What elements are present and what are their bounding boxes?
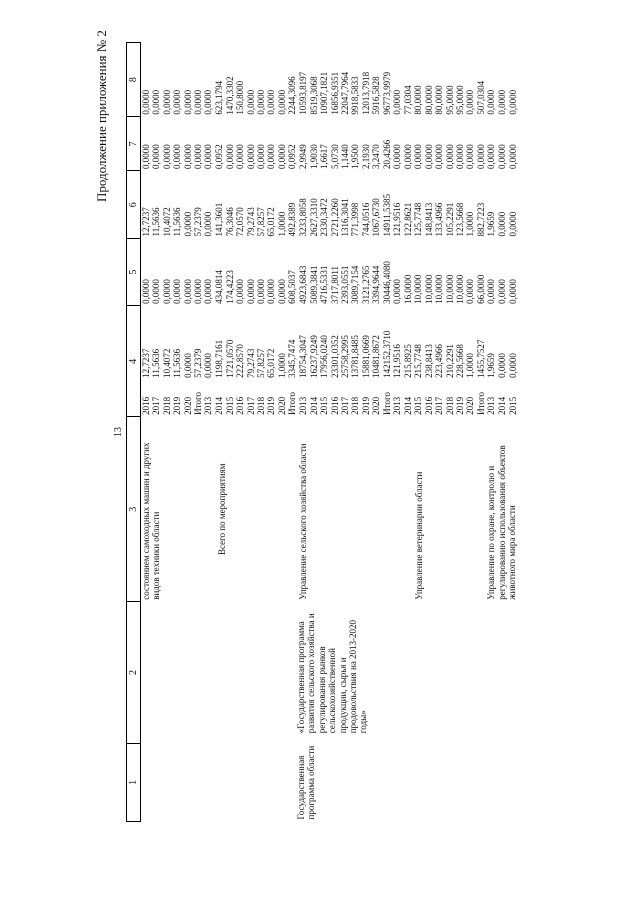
value-cell: 22047,7964 bbox=[339, 71, 350, 115]
value-cell: 0,0000 bbox=[203, 89, 214, 115]
value-cell: 0,0000 bbox=[203, 353, 214, 378]
value-cell: 882,7223 bbox=[475, 202, 486, 237]
value-cell: 0,0000 bbox=[245, 144, 256, 169]
year-cell: 2017 bbox=[151, 396, 162, 415]
value-cell: 141,3601 bbox=[214, 202, 225, 237]
value-cell: 77,0304 bbox=[402, 85, 413, 115]
value-cell: 1198,7161 bbox=[214, 339, 225, 378]
value-cell: 80,0000 bbox=[434, 85, 445, 115]
value-cell: 1,0000 bbox=[276, 353, 287, 378]
value-cell: 80,0000 bbox=[423, 85, 434, 115]
value-cell: 15881,0669 bbox=[360, 335, 371, 378]
value-cell: 76,3046 bbox=[224, 207, 235, 237]
value-cell: 0,0000 bbox=[507, 211, 518, 237]
value-cell: 222,8570 bbox=[235, 344, 246, 378]
value-cell: 150,8000 bbox=[235, 80, 246, 115]
value-cell: 65,0172 bbox=[266, 207, 277, 237]
value-cell: 0,0000 bbox=[444, 144, 455, 169]
value-cell: 3,2470 bbox=[371, 144, 382, 169]
value-cell: 57,8257 bbox=[256, 207, 267, 237]
value-cell: 0,0000 bbox=[465, 89, 476, 115]
value-cell: 10,0000 bbox=[423, 274, 434, 304]
year-cell: 2018 bbox=[256, 396, 267, 415]
column-number: 3 bbox=[127, 417, 141, 602]
value-cell: 11,5636 bbox=[172, 348, 183, 378]
value-cell: 0,0000 bbox=[193, 279, 204, 304]
year-cell: 2020 bbox=[182, 396, 193, 415]
value-cell: 79,2743 bbox=[245, 348, 256, 378]
value-cell: 0,0000 bbox=[497, 144, 508, 169]
value-cell: 0,0000 bbox=[391, 279, 402, 304]
column-number: 7 bbox=[127, 117, 141, 171]
value-cell: 2627,3310 bbox=[308, 198, 319, 237]
value-cell: 3121,2765 bbox=[360, 265, 371, 304]
value-cell: 3717,8011 bbox=[329, 265, 340, 304]
column-number: 8 bbox=[127, 43, 141, 117]
value-cell: 771,3998 bbox=[350, 202, 361, 237]
value-cell: 10,0000 bbox=[434, 274, 445, 304]
value-cell: 0,0000 bbox=[182, 279, 193, 304]
year-cell: 2013 bbox=[203, 396, 214, 415]
year-cell: 2019 bbox=[360, 396, 371, 415]
value-cell: 0,0000 bbox=[224, 144, 235, 169]
value-cell: 0,0000 bbox=[203, 144, 214, 169]
year-cell: 2015 bbox=[224, 396, 235, 415]
executor-label bbox=[203, 417, 297, 602]
year-cell: 2020 bbox=[276, 396, 287, 415]
value-cell: 4716,5331 bbox=[319, 265, 330, 304]
program-title-cell bbox=[141, 602, 519, 743]
column-number: 6 bbox=[127, 171, 141, 238]
value-cell: 0,0000 bbox=[256, 144, 267, 169]
value-cell: 16,0000 bbox=[402, 274, 413, 304]
value-cell: 0,0000 bbox=[266, 279, 277, 304]
value-cell: 1721,0570 bbox=[224, 339, 235, 378]
value-cell: 744,0516 bbox=[360, 202, 371, 237]
value-cell: 0,0000 bbox=[235, 144, 246, 169]
value-cell: 5089,3841 bbox=[308, 265, 319, 304]
value-cell: 0,0000 bbox=[497, 211, 508, 237]
year-cell: Итого bbox=[287, 392, 298, 415]
year-cell: 2018 bbox=[444, 396, 455, 415]
value-cell: 0,0000 bbox=[507, 353, 518, 378]
continuation-note: Продолжение приложения № 2 bbox=[94, 30, 109, 202]
column-number: 5 bbox=[127, 238, 141, 305]
executor-label bbox=[392, 417, 486, 602]
value-cell: 23301,0352 bbox=[329, 335, 340, 378]
value-cell: 57,8257 bbox=[256, 348, 267, 378]
value-cell: 1,6617 bbox=[319, 144, 330, 169]
value-cell: 95,0000 bbox=[454, 85, 465, 115]
rotated-page bbox=[90, 30, 630, 822]
year-cell: 2016 bbox=[141, 396, 151, 415]
value-cell: 434,0814 bbox=[214, 270, 225, 304]
value-cell: 12013,7918 bbox=[360, 71, 371, 115]
value-cell: 0,0000 bbox=[141, 144, 151, 169]
year-cell: 2019 bbox=[172, 396, 183, 415]
value-cell: 1455,7527 bbox=[475, 339, 486, 378]
value-cell: 0,0000 bbox=[266, 89, 277, 115]
value-cell: 1470,3302 bbox=[224, 76, 235, 115]
value-cell: 0,0000 bbox=[151, 89, 162, 115]
value-cell: 174,4223 bbox=[224, 270, 235, 304]
value-cell: 10593,8197 bbox=[297, 71, 308, 115]
value-cell: 0,0000 bbox=[182, 144, 193, 169]
value-cell: 2244,3096 bbox=[287, 76, 298, 115]
value-cell: 133,4966 bbox=[434, 202, 445, 237]
value-cell: 0,0000 bbox=[497, 89, 508, 115]
value-cell: 10,0000 bbox=[444, 274, 455, 304]
year-cell: 2014 bbox=[214, 396, 225, 415]
value-cell: 121,9516 bbox=[391, 344, 402, 378]
year-cell: Итого bbox=[381, 392, 392, 415]
value-cell: 2721,2260 bbox=[329, 198, 340, 237]
value-cell: 0,0000 bbox=[245, 279, 256, 304]
value-cell: 0,0000 bbox=[402, 144, 413, 169]
executor-label bbox=[141, 417, 204, 602]
value-cell: 0,0000 bbox=[475, 144, 486, 169]
value-cell: 10,4072 bbox=[161, 207, 172, 237]
program-label-cell bbox=[141, 743, 519, 821]
value-cell: 18754,3047 bbox=[297, 335, 308, 378]
value-cell: 12,7237 bbox=[141, 207, 151, 237]
value-cell: 57,2379 bbox=[193, 207, 204, 237]
value-cell: 0,0000 bbox=[486, 144, 497, 169]
value-cell: 1316,3041 bbox=[339, 198, 350, 237]
value-cell: 2330,3472 bbox=[319, 198, 330, 237]
value-cell: 0,0000 bbox=[182, 211, 193, 237]
value-cell: 5916,5828 bbox=[371, 76, 382, 115]
value-cell: 4923,6843 bbox=[297, 265, 308, 304]
value-cell: 0,0000 bbox=[203, 279, 214, 304]
value-cell: 0,0000 bbox=[276, 279, 287, 304]
value-cell: 1,9500 bbox=[350, 144, 361, 169]
value-cell: 0,0000 bbox=[141, 89, 151, 115]
year-cell: Итого bbox=[475, 392, 486, 415]
executor-label-text: состоянием самоходных машин и других видов техники области bbox=[141, 442, 162, 600]
value-cell: 80,0000 bbox=[413, 85, 424, 115]
value-cell: 608,5037 bbox=[287, 270, 298, 304]
value-cell: 0,0952 bbox=[214, 144, 225, 169]
year-cell: Итого bbox=[193, 392, 204, 415]
value-cell: 0,0000 bbox=[172, 279, 183, 304]
value-cell: 17956,0240 bbox=[319, 335, 330, 378]
value-cell: 0,0000 bbox=[276, 89, 287, 115]
value-cell: 0,0000 bbox=[193, 89, 204, 115]
value-cell: 12,7237 bbox=[141, 348, 151, 378]
value-cell: 2,1930 bbox=[360, 144, 371, 169]
column-number: 1 bbox=[127, 743, 141, 821]
year-cell: 2020 bbox=[465, 396, 476, 415]
value-cell: 122,8621 bbox=[402, 202, 413, 237]
executor-label-text: Управление по охране, контролю и регулированию использования объектов животного мира области bbox=[486, 445, 517, 600]
value-cell: 10907,1821 bbox=[319, 71, 330, 115]
value-cell: 13781,8485 bbox=[350, 335, 361, 378]
value-cell: 11,5636 bbox=[172, 207, 183, 237]
year-cell: 2016 bbox=[423, 396, 434, 415]
value-cell: 3233,8058 bbox=[297, 198, 308, 237]
value-cell: 492,8389 bbox=[287, 202, 298, 237]
value-cell: 16237,9249 bbox=[308, 335, 319, 378]
value-cell: 3394,9644 bbox=[371, 265, 382, 304]
value-cell: 0,0000 bbox=[256, 279, 267, 304]
value-cell: 66,0000 bbox=[475, 274, 486, 304]
value-cell: 0,0000 bbox=[413, 144, 424, 169]
value-cell: 0,0000 bbox=[454, 144, 465, 169]
year-cell: 2014 bbox=[308, 396, 319, 415]
program-name-col1: Государственная программа области bbox=[296, 745, 317, 820]
value-cell: 0,0000 bbox=[182, 353, 193, 378]
value-cell: 0,0000 bbox=[391, 144, 402, 169]
value-cell: 3089,7154 bbox=[350, 265, 361, 304]
year-cell: 2015 bbox=[319, 396, 330, 415]
executor-label bbox=[486, 417, 518, 602]
executor-label bbox=[298, 417, 392, 602]
column-number: 2 bbox=[127, 602, 141, 743]
value-cell: 57,2379 bbox=[193, 348, 204, 378]
executor-label-text: Управление ветеринарии области bbox=[413, 471, 424, 600]
value-cell: 0,0000 bbox=[266, 144, 277, 169]
value-cell: 0,0000 bbox=[141, 279, 151, 304]
value-cell: 1,9659 bbox=[486, 211, 497, 237]
value-cell: 0,0000 bbox=[465, 144, 476, 169]
executor-label-text: Управление сельского хозяйства области bbox=[297, 443, 308, 600]
value-cell: 215,7748 bbox=[413, 344, 424, 378]
value-cell: 0,0000 bbox=[151, 279, 162, 304]
value-cell: 8519,3068 bbox=[308, 76, 319, 115]
value-cell: 0,0000 bbox=[172, 89, 183, 115]
value-cell: 0,0000 bbox=[507, 144, 518, 169]
value-cell: 10,0000 bbox=[413, 274, 424, 304]
year-cell: 2015 bbox=[413, 396, 424, 415]
year-cell: 2017 bbox=[339, 396, 350, 415]
value-cell: 0,0000 bbox=[256, 89, 267, 115]
value-cell: 223,4966 bbox=[434, 344, 445, 378]
value-cell: 1,0000 bbox=[465, 211, 476, 237]
year-cell: 2015 bbox=[507, 396, 518, 415]
value-cell: 0,0952 bbox=[287, 144, 298, 169]
value-cell: 1067,6730 bbox=[371, 198, 382, 237]
value-cell: 72,0570 bbox=[235, 207, 246, 237]
value-cell: 0,0000 bbox=[423, 144, 434, 169]
value-cell: 30446,4080 bbox=[381, 261, 392, 304]
value-cell: 0,0000 bbox=[235, 279, 246, 304]
table-row bbox=[141, 43, 152, 822]
value-cell: 65,0172 bbox=[266, 348, 277, 378]
value-cell: 0,0000 bbox=[161, 144, 172, 169]
value-cell: 507,0304 bbox=[475, 80, 486, 115]
value-cell: 1,9659 bbox=[486, 353, 497, 378]
year-cell: 2018 bbox=[350, 396, 361, 415]
value-cell: 0,0000 bbox=[182, 89, 193, 115]
value-cell: 0,0000 bbox=[203, 211, 214, 237]
year-cell: 2016 bbox=[235, 396, 246, 415]
value-cell: 0,0000 bbox=[465, 279, 476, 304]
year-cell: 2019 bbox=[266, 396, 277, 415]
value-cell: 2393,0551 bbox=[339, 265, 350, 304]
executor-label-text: Всего по мероприятиям bbox=[217, 463, 228, 556]
value-cell: 25758,2995 bbox=[339, 335, 350, 378]
year-cell: 2013 bbox=[297, 396, 308, 415]
value-cell: 0,0000 bbox=[161, 279, 172, 304]
year-cell: 2018 bbox=[161, 396, 172, 415]
value-cell: 0,0000 bbox=[486, 279, 497, 304]
year-cell: 2019 bbox=[454, 396, 465, 415]
value-cell: 0,0000 bbox=[497, 279, 508, 304]
value-cell: 623,1794 bbox=[214, 80, 225, 115]
value-cell: 10,0000 bbox=[454, 274, 465, 304]
value-cell: 0,0000 bbox=[507, 279, 518, 304]
value-cell: 0,0000 bbox=[391, 89, 402, 115]
value-cell: 0,0000 bbox=[193, 144, 204, 169]
value-cell: 0,0000 bbox=[172, 144, 183, 169]
value-cell: 79,2743 bbox=[245, 207, 256, 237]
value-cell: 0,0000 bbox=[161, 89, 172, 115]
value-cell: 10481,8672 bbox=[371, 335, 382, 378]
value-cell: 121,9516 bbox=[391, 202, 402, 237]
year-cell: 2017 bbox=[434, 396, 445, 415]
value-cell: 148,8413 bbox=[423, 202, 434, 237]
value-cell: 238,8413 bbox=[423, 344, 434, 378]
column-number: 4 bbox=[127, 306, 141, 417]
group-header-row bbox=[112, 43, 127, 822]
value-cell: 0,0000 bbox=[434, 144, 445, 169]
value-cell: 3345,7474 bbox=[287, 339, 298, 378]
value-cell: 1,0000 bbox=[276, 211, 287, 237]
year-cell: 2014 bbox=[402, 396, 413, 415]
year-cell: 2020 bbox=[371, 396, 382, 415]
value-cell: 228,5668 bbox=[454, 344, 465, 378]
group-header-13: 13 bbox=[113, 427, 124, 437]
value-cell: 1,0000 bbox=[465, 353, 476, 378]
value-cell: 1,1440 bbox=[339, 144, 350, 169]
value-cell: 0,0000 bbox=[276, 144, 287, 169]
year-cell: 2013 bbox=[486, 396, 497, 415]
value-cell: 96773,9979 bbox=[381, 71, 392, 115]
value-cell: 0,0000 bbox=[151, 144, 162, 169]
value-cell: 0,0000 bbox=[245, 89, 256, 115]
value-cell: 210,2291 bbox=[444, 344, 455, 378]
program-name-col2: «Государственная программа развития сельского хозяйства и регулирования рынков сельскохозяйственной продукции, сырья и продовольствия на 2013-2020 годы» bbox=[296, 613, 369, 734]
value-cell: 11,5636 bbox=[151, 207, 162, 237]
value-cell: 11,5636 bbox=[151, 348, 162, 378]
value-cell: 0,0000 bbox=[497, 353, 508, 378]
value-cell: 5,0730 bbox=[329, 144, 340, 169]
value-cell: 125,7748 bbox=[413, 202, 424, 237]
value-cell: 20,4266 bbox=[381, 139, 392, 169]
value-cell: 95,0000 bbox=[444, 85, 455, 115]
value-cell: 10,4072 bbox=[161, 348, 172, 378]
value-cell: 9918,5833 bbox=[350, 76, 361, 115]
value-cell: 2,9949 bbox=[297, 144, 308, 169]
column-number-row bbox=[127, 43, 141, 822]
value-cell: 0,0000 bbox=[507, 89, 518, 115]
value-cell: 16856,9351 bbox=[329, 71, 340, 115]
value-cell: 14911,5385 bbox=[381, 194, 392, 237]
year-cell: 2016 bbox=[329, 396, 340, 415]
value-cell: 1,9030 bbox=[308, 144, 319, 169]
value-cell: 215,8925 bbox=[402, 344, 413, 378]
budget-table bbox=[112, 42, 518, 822]
year-cell: 2013 bbox=[391, 396, 402, 415]
year-cell: 2017 bbox=[245, 396, 256, 415]
value-cell: 0,0000 bbox=[486, 89, 497, 115]
value-cell: 123,5668 bbox=[454, 202, 465, 237]
year-cell: 2014 bbox=[497, 396, 508, 415]
value-cell: 105,2291 bbox=[444, 202, 455, 237]
value-cell: 142152,3710 bbox=[381, 330, 392, 378]
